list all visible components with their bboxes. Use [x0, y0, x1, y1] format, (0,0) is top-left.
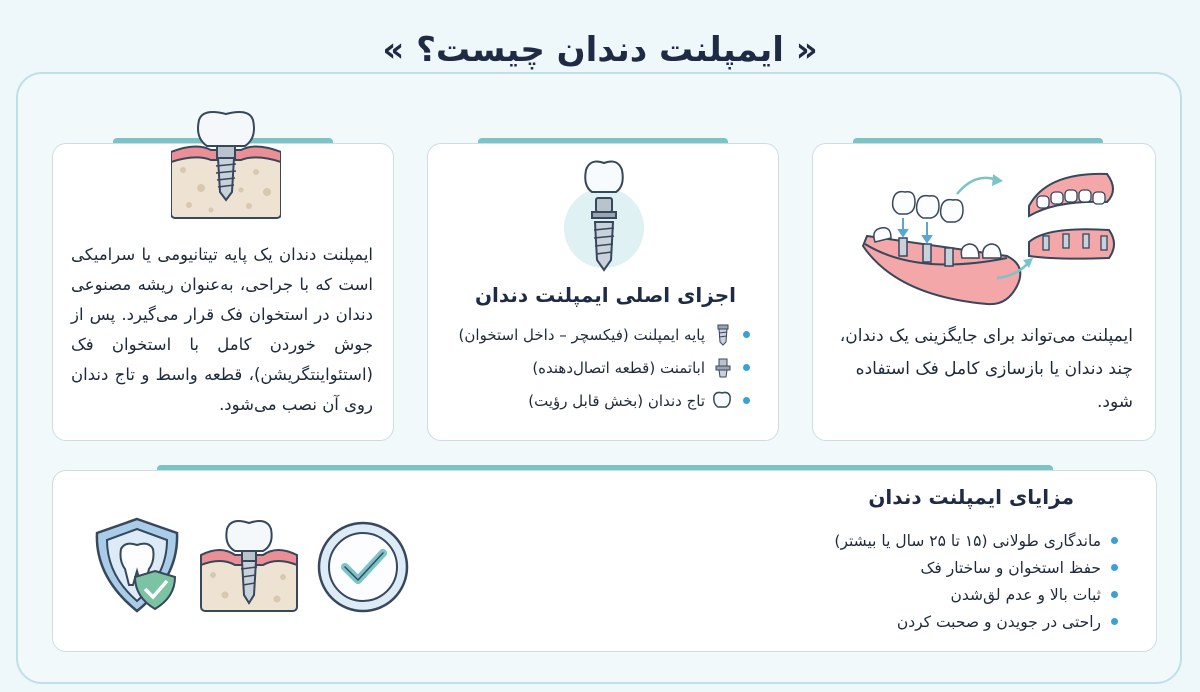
- advantage-label: ثبات بالا و عدم لق‌شدن: [950, 585, 1101, 604]
- component-label: پایه ایمپلنت (فیکسچر – داخل استخوان): [458, 325, 705, 344]
- check-circle-icon: [315, 519, 411, 615]
- card-tab: [478, 138, 728, 143]
- card-tab: [853, 138, 1103, 143]
- advantages-list: [834, 527, 1118, 635]
- advantages-card: [52, 470, 1157, 652]
- dental-bridge-icon: [857, 166, 1117, 316]
- bullet: [743, 397, 750, 404]
- components-list: [459, 318, 750, 417]
- crown-icon: [713, 390, 733, 412]
- advantage-label: راحتی در جویدن و صحبت کردن: [896, 612, 1101, 631]
- definition-text: ایمپلنت دندان یک پایه تیتانیومی یا سرامیکی است که با جراحی، به‌عنوان ریشه مصنوعی دندان در استخوان فک قرار می‌گیرد. پس از جوش خوردن کامل با استخوان فک (استئواینتگریشن)، قطعه واسط و تاج دندان روی آن نصب می‌شود.: [71, 245, 373, 414]
- bullet: [1111, 618, 1118, 625]
- list-item: [834, 581, 1118, 608]
- bullet: [743, 331, 750, 338]
- advantage-label: ماندگاری طولانی (۱۵ تا ۲۵ سال یا بیشتر): [834, 531, 1101, 550]
- bullet: [743, 364, 750, 371]
- list-item: [459, 384, 750, 417]
- component-label: تاج دندان (بخش قابل رؤیت): [528, 391, 705, 410]
- bullet: [1111, 564, 1118, 571]
- implant-bone-icon: [171, 110, 281, 220]
- component-label: اباتمنت (قطعه اتصال‌دهنده): [532, 358, 705, 377]
- advantages-title: مزایای ایمپلنت دندان: [868, 485, 1074, 509]
- definition-card: [52, 143, 394, 441]
- page-title: « ایمپلنت دندان چیست؟ »: [352, 30, 847, 70]
- bullet: [1111, 537, 1118, 544]
- fixture-screw-icon: [713, 324, 733, 346]
- abutment-icon: [713, 357, 733, 379]
- components-card: [427, 143, 779, 441]
- advantage-label: حفظ استخوان و ساختار فک: [920, 558, 1101, 577]
- uses-card: [812, 143, 1156, 441]
- list-item: [459, 351, 750, 384]
- header: [0, 30, 1200, 80]
- shield-tooth-icon: [87, 515, 187, 615]
- uses-text: ایمپلنت می‌تواند برای جایگزینی یک دندان، چند دندان یا بازسازی کامل فک استفاده شود.: [839, 326, 1133, 412]
- list-item: [459, 318, 750, 351]
- implant-in-bone-icon: [199, 515, 299, 615]
- card-tab: [157, 465, 1053, 470]
- list-item: [834, 554, 1118, 581]
- implant-parts-icon: [554, 156, 654, 276]
- list-item: [834, 608, 1118, 635]
- list-item: [834, 527, 1118, 554]
- components-title: اجزای اصلی ایمپلنت دندان: [474, 283, 736, 307]
- bullet: [1111, 591, 1118, 598]
